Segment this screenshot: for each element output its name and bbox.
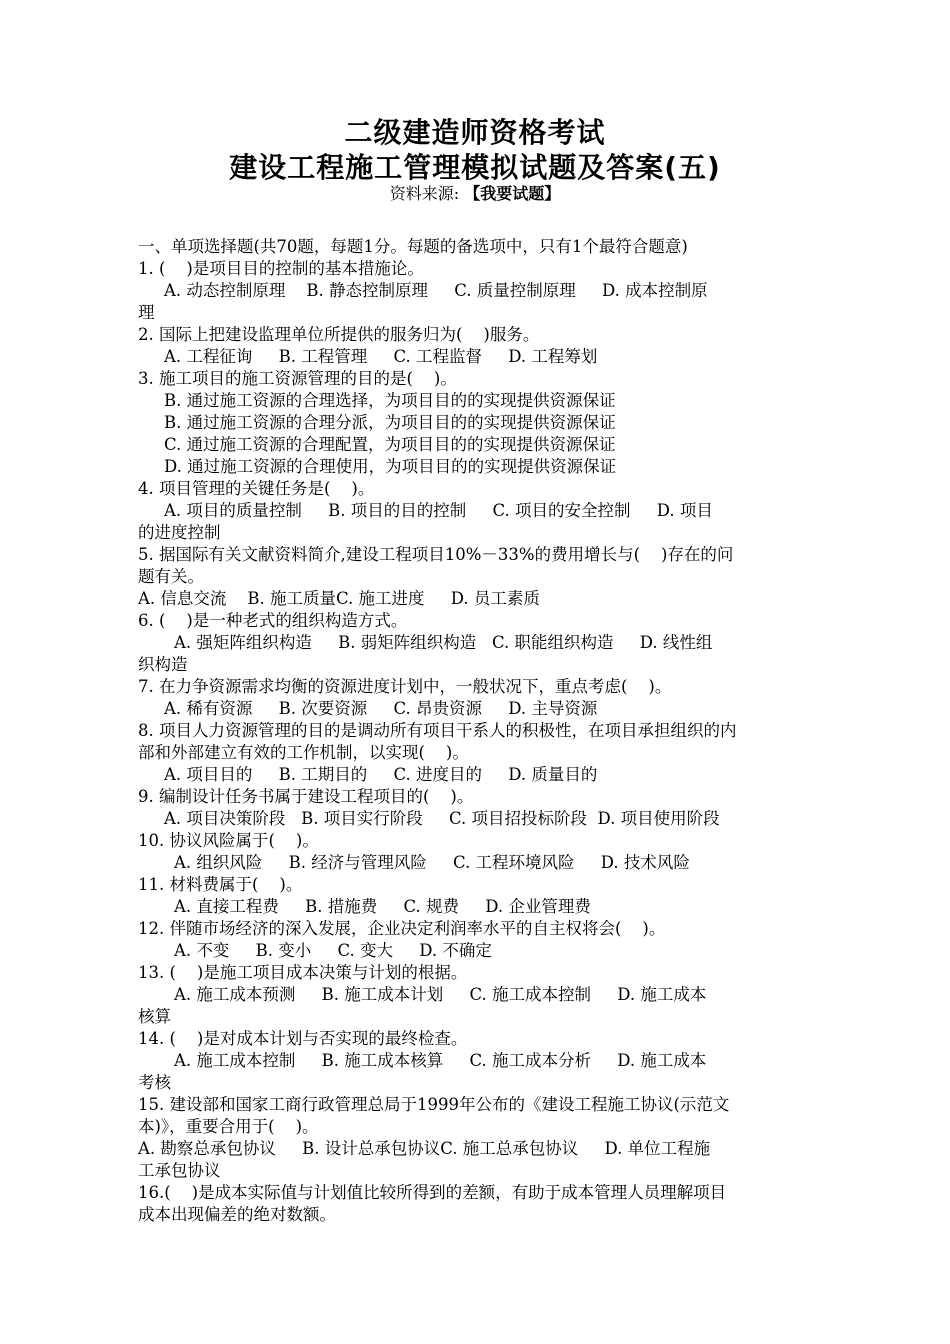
- answer-option: C. 通过施工资源的合理配置，为项目目的的实现提供资源保证: [164, 435, 616, 454]
- question-stem: 14. ( )是对成本计划与否实现的最终检查。: [138, 1029, 468, 1048]
- exam-title: 二级建造师资格考试: [344, 116, 606, 149]
- question-stem: 13. ( )是施工项目成本决策与计划的根据。: [138, 963, 468, 982]
- answer-options: A. 不变 B. 变小 C. 变大 D. 不确定: [174, 941, 492, 960]
- answer-options: A. 组织风险 B. 经济与管理风险 C. 工程环境风险 D. 技术风险: [174, 853, 690, 872]
- answer-option: B. 通过施工资源的合理选择，为项目目的的实现提供资源保证: [164, 391, 616, 410]
- answer-options: A. 项目的质量控制 B. 项目的目的控制 C. 项目的安全控制 D. 项目: [164, 501, 713, 520]
- exam-subtitle: 建设工程施工管理模拟试题及答案(五): [229, 151, 721, 184]
- answer-continuation: 工承包协议: [138, 1161, 221, 1180]
- answer-options: A. 直接工程费 B. 措施费 C. 规费 D. 企业管理费: [174, 897, 591, 916]
- question-stem: 3. 施工项目的施工资源管理的目的是( )。: [138, 369, 457, 388]
- answer-option: D. 通过施工资源的合理使用，为项目目的的实现提供资源保证: [164, 457, 617, 476]
- question-stem: 16.( )是成本实际值与计划值比较所得到的差额，有助于成本管理人员理解项目: [138, 1183, 727, 1202]
- question-stem-continuation: 本)》，重要合用于( )。: [138, 1117, 319, 1136]
- answer-options: A. 项目决策阶段 B. 项目实行阶段 C. 项目招投标阶段 D. 项目使用阶段: [164, 809, 720, 828]
- answer-continuation: 考核: [138, 1073, 171, 1092]
- question-stem: 1. ( )是项目目的控制的基本措施论。: [138, 259, 424, 278]
- answer-options: A. 施工成本预测 B. 施工成本计划 C. 施工成本控制 D. 施工成本: [174, 985, 707, 1004]
- source-line: [0, 184, 950, 204]
- answer-continuation: 织构造: [138, 655, 188, 674]
- answer-options: A. 信息交流 B. 施工质量C. 施工进度 D. 员工素质: [138, 589, 540, 608]
- source-value: 【我要试题】: [464, 184, 561, 203]
- question-stem: 10. 协议风险属于( )。: [138, 831, 319, 850]
- answer-options: A. 施工成本控制 B. 施工成本核算 C. 施工成本分析 D. 施工成本: [174, 1051, 707, 1070]
- answer-options: A. 动态控制原理 B. 静态控制原理 C. 质量控制原理 D. 成本控制原: [164, 281, 708, 300]
- answer-continuation: 理: [138, 303, 155, 322]
- answer-continuation: 的进度控制: [138, 523, 221, 542]
- answer-options: A. 勘察总承包协议 B. 设计总承包协议C. 施工总承包协议 D. 单位工程施: [138, 1139, 711, 1158]
- question-stem-continuation: 成本出现偏差的绝对数额。: [138, 1205, 336, 1224]
- answer-continuation: 核算: [138, 1007, 171, 1026]
- answer-options: A. 项目目的 B. 工期目的 C. 进度目的 D. 质量目的: [164, 765, 598, 784]
- answer-options: A. 稀有资源 B. 次要资源 C. 昂贵资源 D. 主导资源: [164, 699, 598, 718]
- question-stem: 5. 据国际有关文献资料简介,建设工程项目10%－33%的费用增长与( )存在的问: [138, 545, 734, 564]
- question-stem: 4. 项目管理的关键任务是( )。: [138, 479, 375, 498]
- question-stem: 11. 材料费属于( )。: [138, 875, 303, 894]
- answer-option: B. 通过施工资源的合理分派，为项目目的的实现提供资源保证: [164, 413, 616, 432]
- question-stem: 12. 伴随市场经济的深入发展，企业决定利润率水平的自主权将会( )。: [138, 919, 666, 938]
- question-stem-continuation: 题有关。: [138, 567, 204, 586]
- question-stem: 8. 项目人力资源管理的目的是调动所有项目干系人的积极性，在项目承担组织的内: [138, 721, 737, 740]
- section-heading: 一、单项选择题(共70题，每题1分。每题的备选项中，只有1个最符合题意): [138, 237, 688, 256]
- question-stem: 2. 国际上把建设监理单位所提供的服务归为( )服务。: [138, 325, 540, 344]
- question-stem: 7. 在力争资源需求均衡的资源进度计划中，一般状况下，重点考虑( )。: [138, 677, 672, 696]
- source-label: 资料来源:: [389, 184, 465, 203]
- question-body: [138, 236, 838, 1226]
- question-stem-continuation: 部和外部建立有效的工作机制，以实现( )。: [138, 743, 469, 762]
- answer-options: A. 工程征询 B. 工程管理 C. 工程监督 D. 工程筹划: [164, 347, 598, 366]
- question-stem: 9. 编制设计任务书属于建设工程项目的( )。: [138, 787, 474, 806]
- question-stem: 6. ( )是一种老式的组织构造方式。: [138, 611, 408, 630]
- answer-options: A. 强矩阵组织构造 B. 弱矩阵组织构造 C. 职能组织构造 D. 线性组: [174, 633, 713, 652]
- question-stem: 15. 建设部和国家工商行政管理总局于1999年公布的《建设工程施工协议(示范文: [138, 1095, 730, 1114]
